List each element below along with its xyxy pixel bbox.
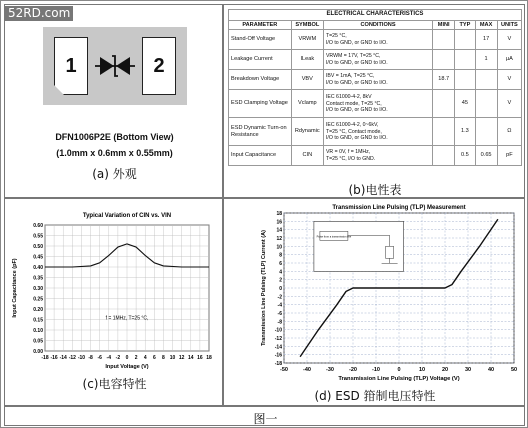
table-cell-typ: 45 — [455, 90, 475, 118]
y-tick-label: 0.05 — [33, 338, 43, 345]
table-cell-max: 1 — [475, 50, 497, 70]
y-tick-label: 8 — [279, 252, 282, 259]
table-cell-min — [433, 118, 455, 146]
y-tick-label: -8 — [277, 319, 282, 326]
table-cell-max: 0.65 — [475, 146, 497, 166]
table-row — [229, 146, 522, 166]
x-tick-label: 30 — [464, 367, 472, 373]
table-cell-symbol: CIN — [291, 146, 323, 166]
y-tick-label: -10 — [274, 327, 282, 334]
table-row — [229, 118, 522, 146]
condition-line: IEC 61000-4-2, 0~6kV, — [325, 122, 379, 129]
table-cell-unit: pF — [497, 146, 521, 166]
package-dimensions: (1.0mm x 0.6mm x 0.55mm) — [56, 148, 173, 158]
table-cell-conditions — [323, 50, 432, 70]
x-tick-label: -50 — [280, 367, 288, 373]
table-cell-symbol: ILeak — [291, 50, 323, 70]
table-cell-min — [433, 146, 455, 166]
table-row — [229, 90, 522, 118]
table-cell-typ — [455, 50, 475, 70]
y-tick-label: 6 — [279, 261, 282, 267]
condition-line: I/O to GND, or GND to I/O. — [325, 79, 388, 86]
x-tick-label: -10 — [372, 367, 380, 373]
column-header: UNITS — [497, 20, 521, 30]
table-cell-max — [475, 70, 497, 90]
table-cell-symbol: Rdynamic — [291, 118, 323, 146]
table-cell-max — [475, 118, 497, 146]
y-tick-label: 0.25 — [33, 296, 43, 303]
table-body — [229, 30, 522, 166]
inset-label: Pulse from a transmission line — [316, 235, 352, 239]
pad-2 — [142, 37, 176, 95]
x-tick-label: -6 — [97, 355, 102, 361]
x-tick-label: 0 — [397, 367, 401, 373]
table-cell-unit: V — [497, 90, 521, 118]
x-tick-label: 6 — [152, 355, 156, 361]
x-tick-label: 40 — [487, 367, 495, 373]
y-tick-label: 0 — [279, 286, 282, 292]
x-tick-label: -8 — [88, 355, 93, 361]
capacitance-chart — [5, 199, 223, 375]
table-cell-param: Input Capacitance — [229, 146, 292, 166]
y-tick-label: 2 — [279, 277, 282, 284]
inset-dut-box — [386, 246, 394, 258]
table-cell-min — [433, 50, 455, 70]
x-tick-label: 14 — [187, 355, 194, 361]
figure-label: 图一 — [253, 412, 278, 426]
y-tick-label: 0.10 — [33, 328, 43, 334]
y-tick-label: 10 — [276, 244, 282, 251]
tvs-diode-symbol-icon — [95, 53, 135, 79]
table-row — [229, 30, 522, 50]
y-tick-label: 0.30 — [33, 286, 43, 292]
condition-line: Contact mode, T=25 °C, — [325, 100, 382, 107]
table-cell-conditions — [323, 118, 432, 146]
table-cell-symbol: Vclamp — [291, 90, 323, 118]
y-tick-label: -6 — [277, 311, 282, 317]
pad-1 — [54, 37, 88, 95]
column-header: TYP — [455, 20, 475, 30]
figure-label-bar — [4, 406, 525, 426]
y-tick-label: 0.45 — [33, 254, 43, 261]
y-tick-label: 4 — [279, 269, 282, 276]
chart-annotation: f = 1MHz, T=25 °C, — [105, 315, 149, 322]
condition-line: VRWM = 17V, T=25 °C, — [325, 53, 381, 60]
x-axis-label: Input Voltage (V) — [105, 364, 149, 370]
x-tick-label: -18 — [41, 355, 49, 361]
condition-line: I/O to GND, or GND to I/O. — [325, 135, 388, 142]
condition-line: I/O to GND, or GND to I/O. — [325, 107, 388, 114]
x-tick-label: -2 — [115, 355, 121, 361]
table-cell-conditions — [323, 146, 432, 166]
table-cell-typ: 1.3 — [455, 118, 475, 146]
y-tick-label: 0.20 — [33, 307, 43, 313]
x-tick-label: 2 — [134, 355, 138, 361]
table-cell-param: ESD Dynamic Turn-on Resistance — [229, 118, 292, 146]
x-tick-label: 10 — [418, 367, 426, 373]
table-cell-min: 18.7 — [433, 70, 455, 90]
x-tick-label: 16 — [197, 355, 203, 361]
x-tick-label: -20 — [349, 367, 357, 373]
y-axis-label: Input Capacitance (pF) — [12, 258, 18, 318]
condition-line: T=25 °C, Contact mode, — [325, 128, 382, 135]
x-tick-label: 4 — [143, 355, 147, 361]
x-axis-label: Transmission Line Pulsing (TLP) Voltage (V) — [338, 376, 460, 382]
table-cell-min — [433, 90, 455, 118]
table-cell-typ: 0.5 — [455, 146, 475, 166]
table-cell-unit: Ω — [497, 118, 521, 146]
column-header: PARAMETER — [229, 20, 292, 30]
caption-d: (d) ESD 箝制电压特性 — [314, 389, 436, 403]
pin1-marker — [54, 85, 64, 95]
package-outline — [43, 27, 187, 105]
x-tick-label: -40 — [303, 367, 311, 373]
table-cell-symbol: VRWM — [291, 30, 323, 50]
y-tick-label: 14 — [276, 227, 282, 234]
table-title: ELECTRICAL CHARACTERISTICS — [229, 10, 522, 21]
y-tick-label: -12 — [274, 336, 282, 342]
package-name: DFN1006P2E (Bottom View) — [55, 132, 174, 142]
pad-2-label: 2 — [153, 54, 165, 77]
panel-tlp-chart — [223, 198, 525, 406]
electrical-characteristics-table — [228, 9, 522, 166]
column-header: MINI — [433, 20, 455, 30]
x-tick-label: -30 — [326, 367, 334, 373]
y-tick-label: -18 — [274, 361, 282, 367]
column-header: CONDITIONS — [323, 20, 432, 30]
table-row — [229, 50, 522, 70]
column-header: MAX — [475, 20, 497, 30]
table-header-row — [229, 20, 522, 30]
table-cell-param: Leakage Current — [229, 50, 292, 70]
y-tick-label: 0.35 — [33, 275, 43, 282]
caption-a: (a) 外观 — [92, 167, 137, 181]
table-cell-max — [475, 90, 497, 118]
table-cell-typ — [455, 30, 475, 50]
panel-electrical-table — [223, 4, 525, 198]
condition-line: I/O to GND, or GND to I/O. — [325, 59, 388, 66]
table-row — [229, 70, 522, 90]
y-tick-label: 0.40 — [33, 265, 43, 271]
table-cell-conditions — [323, 70, 432, 90]
table-cell-min — [433, 30, 455, 50]
table-cell-symbol: VBV — [291, 70, 323, 90]
x-tick-label: 8 — [162, 355, 165, 361]
x-tick-label: -10 — [77, 355, 86, 361]
x-tick-label: 10 — [169, 355, 176, 361]
chart-title: Typical Variation of CIN vs. VIN — [82, 213, 172, 219]
table-cell-param: Stand-Off Voltage — [229, 30, 292, 50]
table-cell-unit: µA — [497, 50, 521, 70]
x-tick-label: -4 — [106, 355, 112, 361]
table-cell-param: Breakdown Voltage — [229, 70, 292, 90]
tlp-chart — [224, 199, 525, 387]
condition-line: VR = 0V, f = 1MHz, — [325, 149, 371, 156]
y-tick-label: 0.00 — [33, 349, 43, 355]
condition-line: IEC 61000-4-2, 8kV — [325, 94, 372, 101]
y-tick-label: 18 — [276, 211, 282, 217]
y-tick-label: 12 — [276, 236, 282, 242]
y-tick-label: 0.60 — [33, 223, 43, 229]
table-cell-unit: V — [497, 70, 521, 90]
x-tick-label: -14 — [59, 355, 67, 361]
y-tick-label: 0.15 — [33, 317, 43, 324]
x-tick-label: -16 — [50, 355, 58, 361]
condition-line: T=25 °C, — [325, 33, 347, 40]
panel-package — [4, 4, 223, 198]
y-tick-label: 16 — [276, 219, 282, 226]
x-tick-label: 0 — [125, 355, 129, 361]
y-tick-label: 0.50 — [33, 244, 43, 250]
y-tick-label: -16 — [274, 352, 282, 359]
x-tick-label: -12 — [68, 355, 76, 361]
y-tick-label: -4 — [277, 302, 282, 309]
table-cell-unit: V — [497, 30, 521, 50]
pad-1-label: 1 — [65, 54, 77, 77]
x-tick-label: 20 — [441, 367, 449, 373]
x-tick-label: 12 — [178, 355, 185, 361]
y-tick-label: -2 — [277, 294, 282, 301]
chart-title: Transmission Line Pulsing (TLP) Measurement — [332, 205, 466, 211]
table-cell-param: ESD Clamping Voltage — [229, 90, 292, 118]
x-tick-label: 50 — [510, 367, 518, 373]
table-cell-max: 17 — [475, 30, 497, 50]
condition-line: I/O to GND, or GND to I/O. — [325, 39, 388, 46]
condition-line: T=25 °C, I/O to GND. — [325, 155, 376, 162]
y-tick-label: -14 — [274, 344, 282, 351]
condition-line: IBV = 1mA, T=25 °C, — [325, 73, 375, 80]
table-cell-conditions — [323, 30, 432, 50]
y-tick-label: 0.55 — [33, 233, 43, 240]
watermark: 52RD.com — [5, 6, 73, 21]
table-cell-typ — [455, 70, 475, 90]
y-axis-label: Transmission Line Pulsing (TLP) Current (A) — [261, 230, 267, 346]
caption-b: (b)电性表 — [348, 183, 402, 197]
caption-c: (c)电容特性 — [82, 377, 147, 391]
panel-capacitance-chart — [4, 198, 223, 406]
column-header: SYMBOL — [291, 20, 323, 30]
table-cell-conditions — [323, 90, 432, 118]
x-tick-label: 18 — [206, 355, 212, 361]
